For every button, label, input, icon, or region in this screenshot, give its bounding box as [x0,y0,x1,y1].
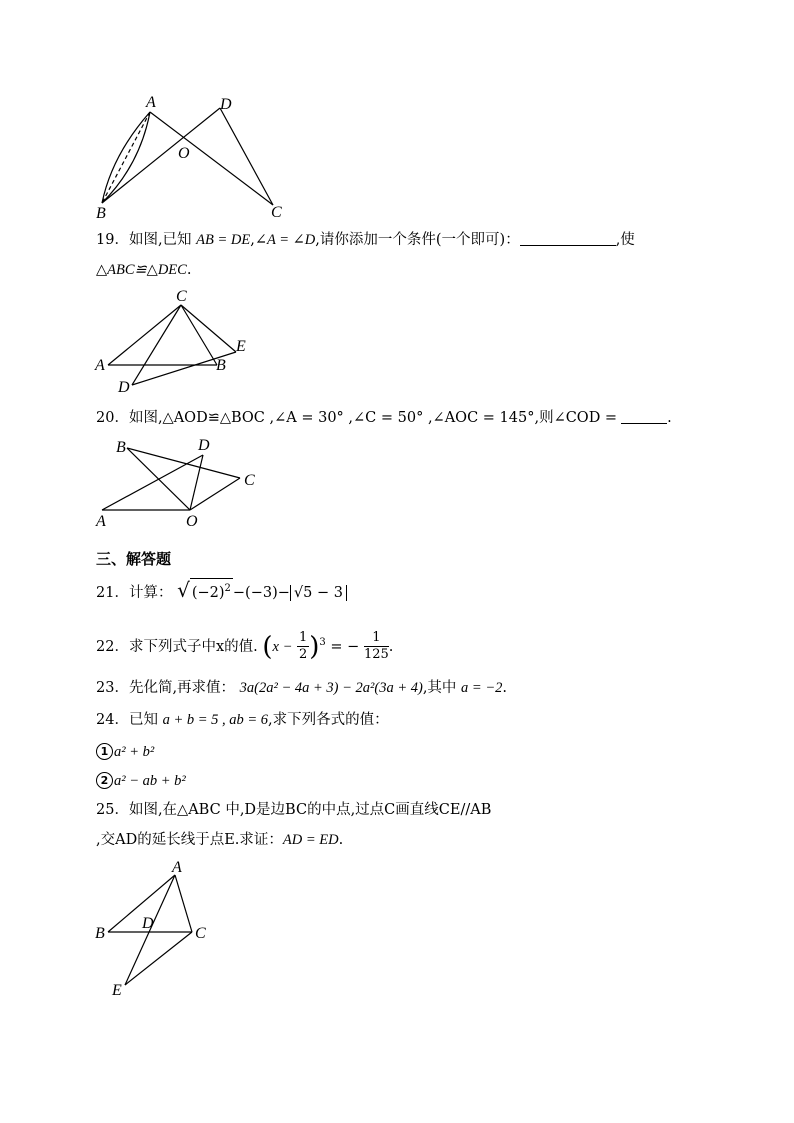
label-B: B [95,925,105,942]
label-A: A [95,357,105,374]
label-A: A [172,859,182,876]
question-21: 21．计算： √ $(-2)^2 -(-3)- √5 - 3$ [96,578,347,603]
figure-25 [90,855,220,1000]
question-24: 24．已知 a + b = 5 , ab = 6,求下列各式的值： [96,712,389,728]
label-B: B [216,357,226,374]
label-C: C [271,204,282,221]
question-19: 19．如图,已知 AB = DE,∠A = ∠D,请你添加一个条件(一个即可)： ,使 [96,232,635,248]
question-22: 22．求下列式子中x的值. (x − $\frac{1}{2}$ )$^3$ = − $\frac{1}{125}$ . [96,630,394,663]
label-B: B [116,439,126,456]
answer-blank-20[interactable] [621,409,667,424]
question-19-line2: △ABC≌△DEC. [96,262,192,278]
figure-20 [90,430,270,535]
section-heading: 三、解答题 [96,550,172,568]
answer-blank-19[interactable] [520,231,616,246]
question-24-item-1: 1 a² + b² [96,742,154,762]
label-B: B [96,205,106,222]
label-O: O [178,145,190,162]
figure-18 [90,90,300,225]
label-O: O [186,513,198,530]
label-C: C [195,925,206,942]
question-25: 25．如图,在△ABC 中,D是边BC的中点,过点C画直线CE//AB [96,802,492,818]
label-D: D [220,96,232,113]
label-C: C [176,288,187,305]
label-E: E [112,982,122,999]
label-C: C [244,472,255,489]
label-E: E [236,338,246,355]
label-A: A [96,513,106,530]
figure-19 [90,285,260,400]
label-D: D [118,379,130,396]
question-20: 20．如图,△AOD≌△BOC ,∠A = 30° ,∠C = 50° ,∠AOC = 145°,则∠COD = . [96,410,672,426]
question-23: 23．先化简,再求值： 3a(2a² − 4a + 3) − 2a²(3a + 4),其中 a = −2. [96,680,507,696]
label-A: A [146,94,156,111]
question-24-item-2: 2 a² − ab + b² [96,771,186,791]
label-D: D [142,915,154,932]
question-25-line2: ,交AD的延长线于点E.求证：AD = ED. [96,832,344,848]
label-D: D [198,437,210,454]
